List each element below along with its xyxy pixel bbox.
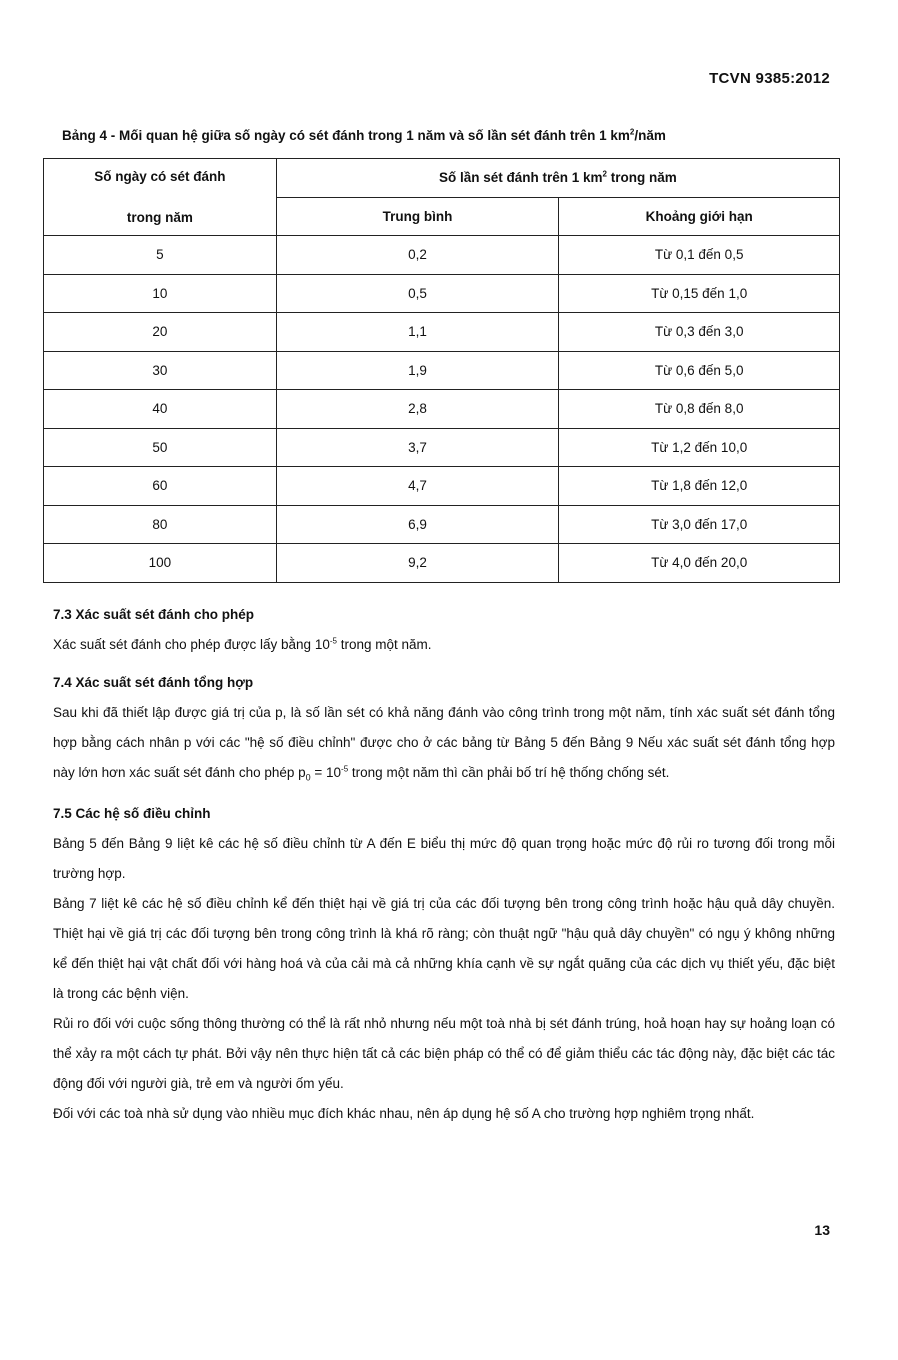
header-days-line2: trong năm [126,210,193,225]
section-7-5-heading: 7.5 Các hệ số điều chỉnh [53,805,211,821]
cell-average: 0,2 [276,236,559,275]
cell-average: 4,7 [276,467,559,506]
cell-average: 2,8 [276,390,559,429]
table-row [44,313,840,352]
table-caption-unit: /năm [634,128,666,143]
section-7-4-equals: = 10 [310,765,342,780]
header-days [44,159,277,236]
section-7-3-heading: 7.3 Xác suất sét đánh cho phép [53,607,255,622]
section-7-4-heading: 7.4 Xác suất sét đánh tổng hợp [53,675,254,690]
header-strikes-group [276,159,839,198]
cell-range: Từ 0,8 đến 8,0 [559,390,840,429]
table-row [44,236,840,275]
cell-days: 20 [44,313,277,352]
section-7-4-exponent: -5 [341,764,349,774]
section-7-5-paragraph-1: Bảng 5 đến Bảng 9 liệt kê các hệ số điều chỉnh từ A đến E biểu thị mức độ quan trọng hoặc mức độ rủi ro tương đối trong mỗi trường hợp. [53,835,835,881]
header-days-line1: Số ngày có sét đánh [94,169,226,184]
cell-range: Từ 0,1 đến 0,5 [559,236,840,275]
section-7-5-paragraph-3: Rủi ro đối với cuộc sống thông thường có thể là rất nhỏ nhưng nếu một toà nhà bị sét đánh trúng, hoả hoạn hay sự hoảng loạn có thể xảy ra một cách tự phát. Bởi vậy nên thực hiện tất cả các biện pháp có thể có để giảm thiểu các tác động này, đặc biệt các tác động đối với người già, trẻ em và người ốm yếu. [53,1015,835,1091]
cell-days: 30 [44,351,277,390]
table-row [44,274,840,313]
section-7-4-text-end: trong một năm thì cần phải bố trí hệ thống chống sét. [348,765,670,780]
section-7-5-paragraph-2: Bảng 7 liệt kê các hệ số điều chỉnh kể đến thiệt hại về giá trị của các đối tượng bên trong công trình hoặc hậu quả dây chuyền. Thiệt hại về giá trị các đối tượng bên trong công trình là khá rõ ràng; còn thuật ngữ "hậu quả dây chuyền" có ngụ ý không những kể đến thiệt hại vật chất đối với hàng hoá và của cải mà cả những khía cạnh về sự ngắt quãng của các dịch vụ thiết yếu, đặc biệt là trong các bệnh viện. [53,895,835,1001]
table-caption-superscript: 2 [629,127,635,137]
cell-range: Từ 0,15 đến 1,0 [559,274,840,313]
header-range: Khoảng giới hạn [559,197,840,236]
cell-days: 10 [44,274,277,313]
cell-average: 0,5 [276,274,559,313]
table-caption-text: Bảng 4 - Mối quan hệ giữa số ngày có sét đánh trong 1 năm và số lần sét đánh trên 1 km [62,128,630,143]
section-7-4-subscript: 0 [305,772,311,783]
cell-range: Từ 1,2 đến 10,0 [559,428,840,467]
cell-average: 3,7 [276,428,559,467]
table-row [44,505,840,544]
table-row [44,390,840,429]
section-7-3-exponent: -5 [329,636,337,646]
header-strikes-superscript: 2 [602,169,607,179]
table-row [44,351,840,390]
page-number: 13 [814,1222,830,1238]
cell-days: 60 [44,467,277,506]
table-body [44,236,840,583]
table-row [44,428,840,467]
cell-range: Từ 4,0 đến 20,0 [559,544,840,583]
cell-average: 6,9 [276,505,559,544]
section-7-3-text-end: trong một năm. [336,637,432,652]
table-caption [62,128,842,143]
section-7-3-text: Xác suất sét đánh cho phép được lấy bằng 10 [53,637,330,652]
table-row [44,467,840,506]
cell-days: 80 [44,505,277,544]
body-content [53,600,835,1129]
cell-days: 50 [44,428,277,467]
table-header-row [44,159,840,198]
section-7-3-paragraph [53,630,835,660]
lightning-table [43,158,840,583]
cell-average: 9,2 [276,544,559,583]
cell-range: Từ 0,3 đến 3,0 [559,313,840,352]
cell-range: Từ 0,6 đến 5,0 [559,351,840,390]
cell-days: 5 [44,236,277,275]
cell-days: 100 [44,544,277,583]
cell-range: Từ 1,8 đến 12,0 [559,467,840,506]
section-7-4-text: Sau khi đã thiết lập được giá trị của p, là số lần sét có khả năng đánh vào công trình trong một năm, tính xác suất sét đánh tổng hợp bằng cách nhân p với các "hệ số điều chỉnh" được cho ở các bảng từ Bảng 5 đến Bảng 9 Nếu xác suất sét đánh tổng hợp này lớn hơn xác suất sét đánh cho phép p [53,705,835,780]
cell-average: 1,9 [276,351,559,390]
cell-days: 40 [44,390,277,429]
standard-code: TCVN 9385:2012 [709,70,830,87]
cell-average: 1,1 [276,313,559,352]
header-average: Trung bình [276,197,559,236]
table-row [44,544,840,583]
section-7-4-paragraph [53,698,835,793]
header-strikes-suffix: trong năm [606,170,677,186]
header-strikes-text: Số lần sét đánh trên 1 km [438,170,603,186]
cell-range: Từ 3,0 đến 17,0 [559,505,840,544]
section-7-5-paragraph-4: Đối với các toà nhà sử dụng vào nhiều mục đích khác nhau, nên áp dụng hệ số A cho trường hợp nghiêm trọng nhất. [53,1105,755,1121]
